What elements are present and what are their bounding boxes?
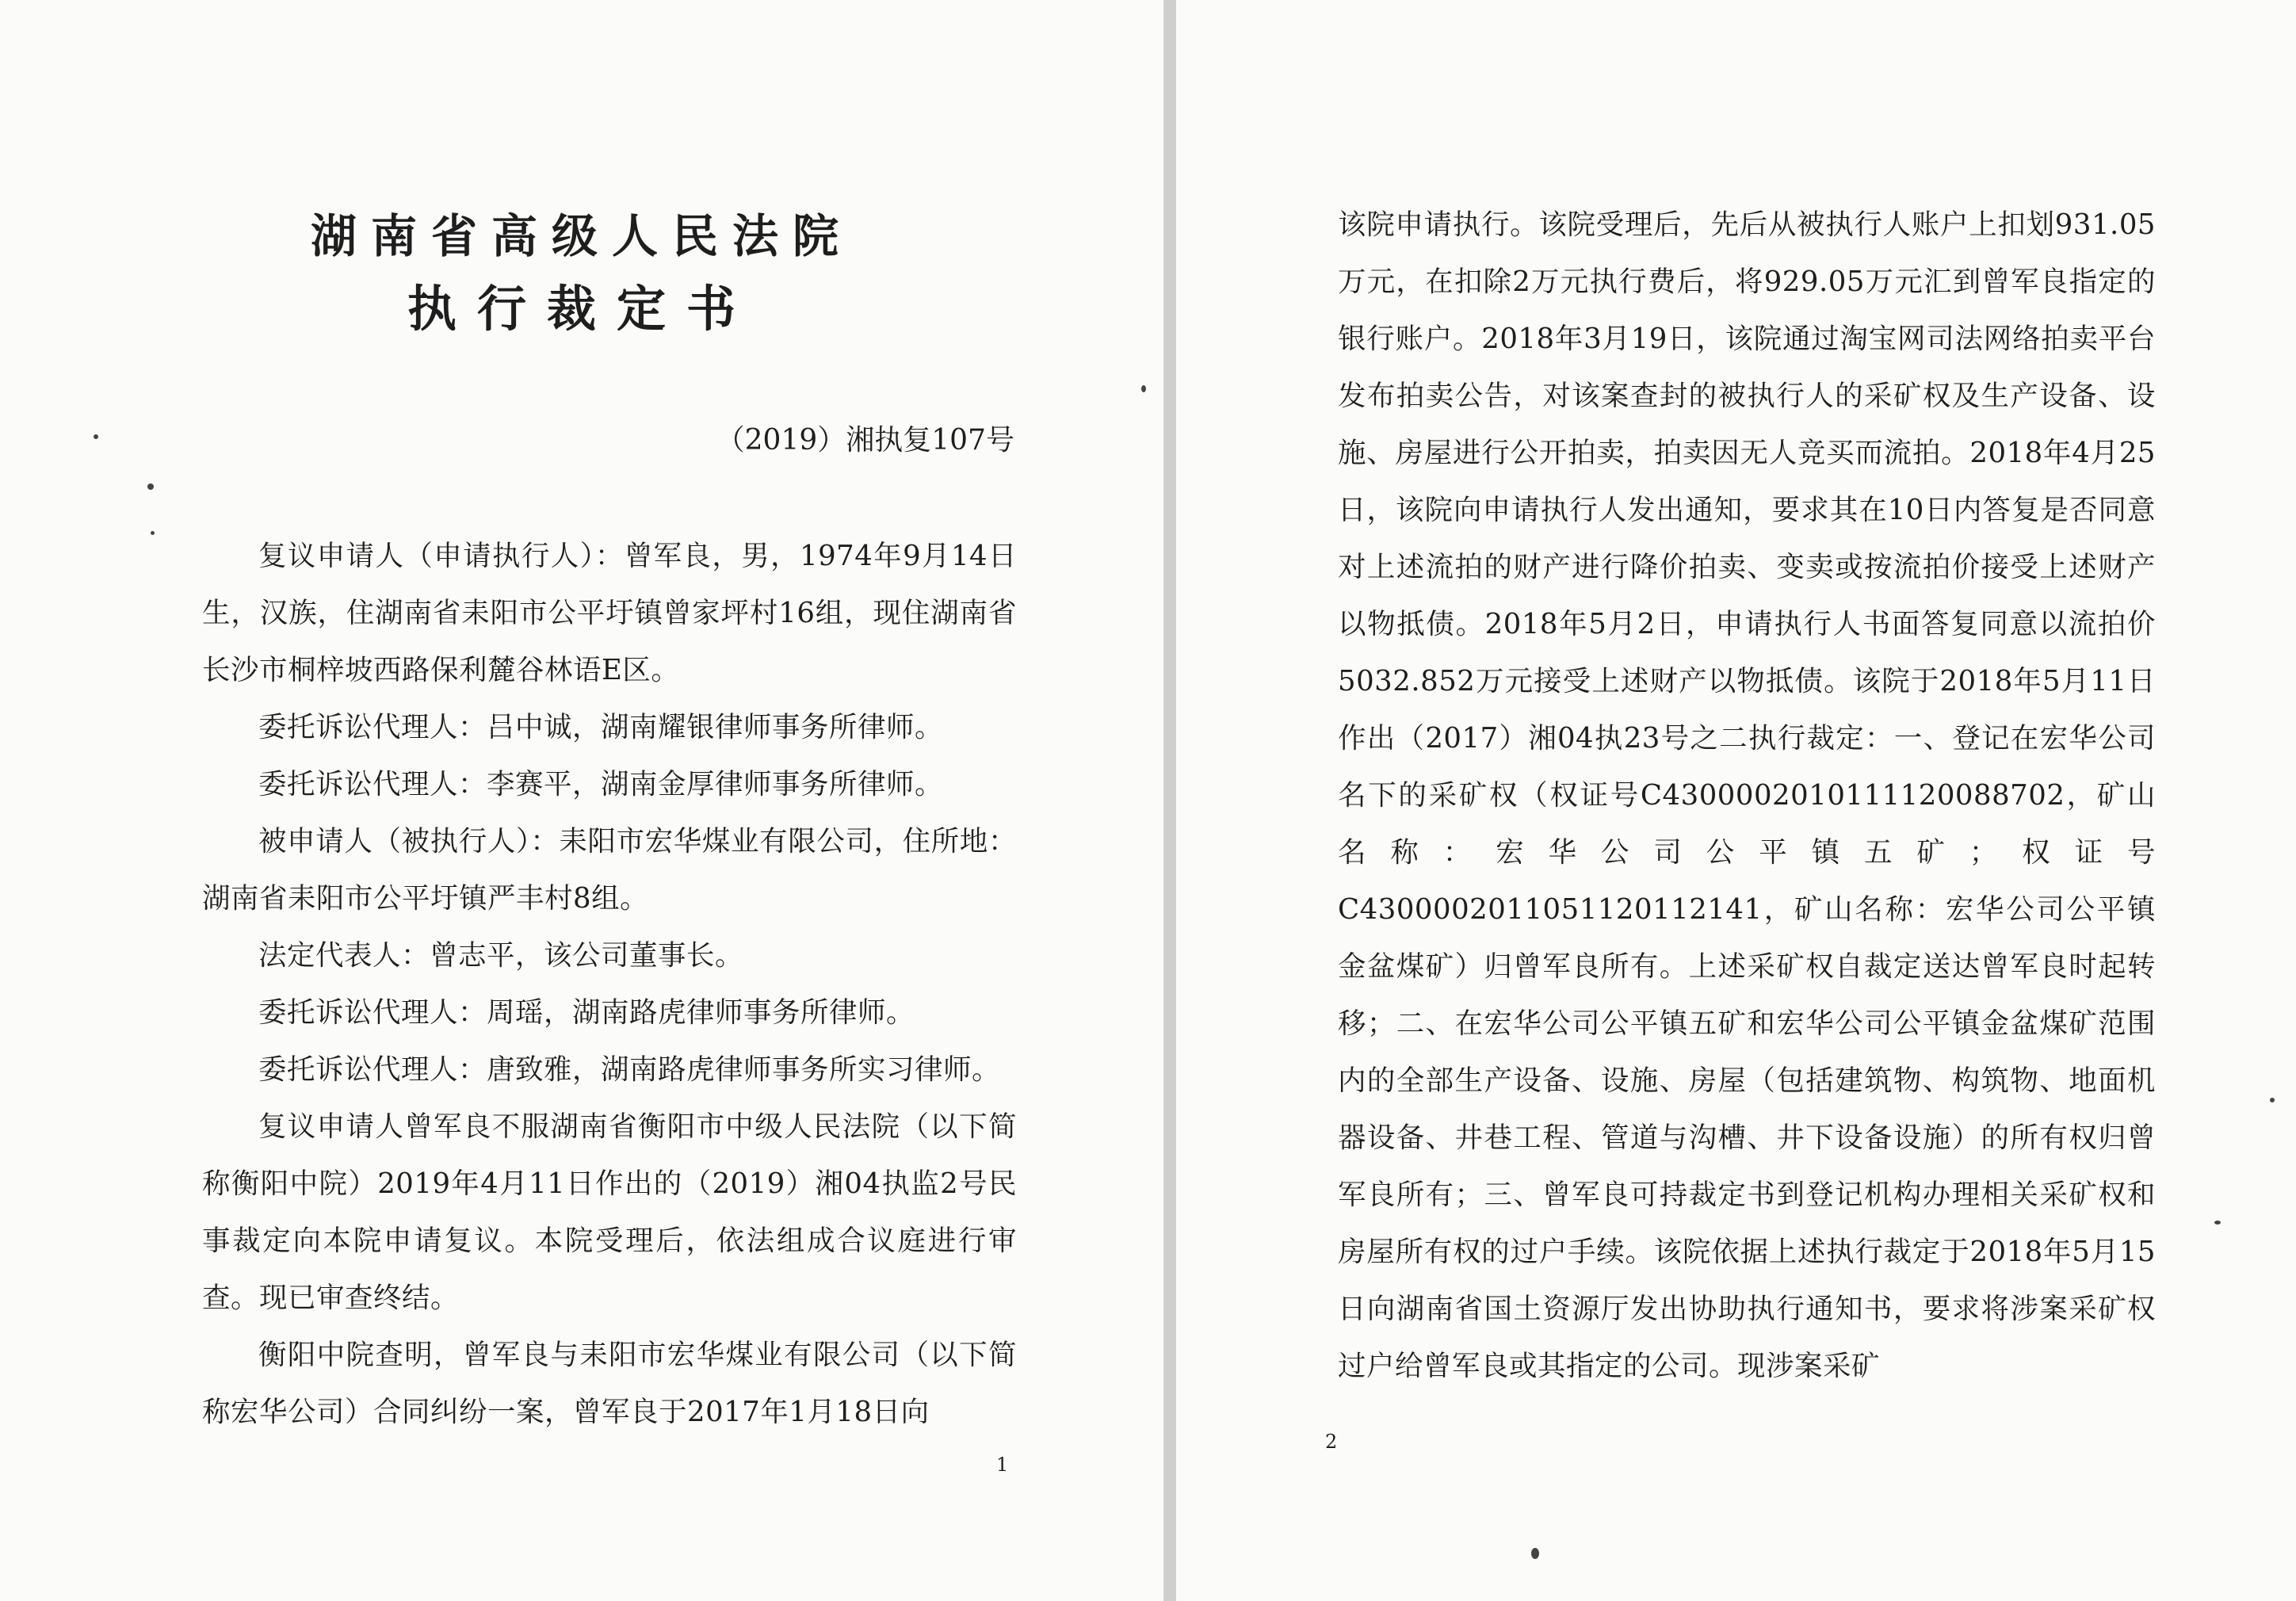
document-type-heading: 执行裁定书 <box>407 280 756 338</box>
paragraph-review-request: 复议申请人曾军良不服湖南省衡阳市中级人民法院（以下简称衡阳中院）2019年4月11日作出的（2019）湘04执监2号民事裁定向本院申请复议。本院受理后，依法组成合议庭进行审查。现已审查终结。 <box>202 1110 1017 1314</box>
scan-speck <box>151 531 155 535</box>
scan-speck <box>1141 385 1146 392</box>
paragraph-legal-representative: 法定代表人：曾志平，该公司董事长。 <box>258 939 744 972</box>
paragraph-agent-1: 委托诉讼代理人：吕中诚，湖南耀银律师事务所律师。 <box>258 711 944 743</box>
paragraph-facts-start: 衡阳中院查明，曾军良与耒阳市宏华煤业有限公司（以下简称宏华公司）合同纠纷一案，曾军良于2017年1月18日向 <box>202 1339 1017 1428</box>
paragraph-agent-3: 委托诉讼代理人：周瑶，湖南路虎律师事务所律师。 <box>258 996 915 1029</box>
left-body-text <box>202 528 1017 1441</box>
paragraph-applicant: 复议申请人（申请执行人）：曾军良，男，1974年9月14日生，汉族，住湖南省耒阳市公平圩镇曾家坪村16组，现住湖南省长沙市桐梓坡西路保利麓谷林语E区。 <box>202 540 1017 686</box>
scan-speck <box>1531 1548 1539 1559</box>
paragraph-agent-4: 委托诉讼代理人：唐致雅，湖南路虎律师事务所实习律师。 <box>258 1053 1001 1086</box>
paragraph-respondent: 被申请人（被执行人）：耒阳市宏华煤业有限公司，住所地：湖南省耒阳市公平圩镇严丰村8组。 <box>202 825 1017 915</box>
page-gutter <box>1163 0 1176 1601</box>
right-page <box>1176 0 2296 1601</box>
scan-speck <box>2270 1098 2275 1102</box>
scan-speck <box>94 434 98 439</box>
court-name-heading: 湖南省高级人民法院 <box>310 209 853 263</box>
paragraph-facts-continued: 该院申请执行。该院受理后，先后从被执行人账户上扣划931.05万元，在扣除2万元执行费后，将929.05万元汇到曾军良指定的银行账户。2018年3月19日，该院通过淘宝网司法网络拍卖平台发布拍卖公告，对该案查封的被执行人的采矿权及生产设备、设施、房屋进行公开拍卖，拍卖因无人竞买而流拍。2018年4月25日，该院向申请执行人发出通知，要求其在10日内答复是否同意对上述流拍的财产进行降价拍卖、变卖或按流拍价接受上述财产以物抵债。2018年5月2日，申请执行人书面答复同意以流拍价5032.852万元接受上述财产以物抵债。该院于2018年5月11日作出（2017）湘04执23号之二执行裁定：一、登记在宏华公司名下的采矿权（权证号C4300002010111120088702，矿山名称：宏华公司公平镇五矿；权证号C4300002011051120112141，矿山名称：宏华公司公平镇金盆煤矿）归曾军良所有。上述采矿权自裁定送达曾军良时起转移；二、在宏华公司公平镇五矿和宏华公司公平镇金盆煤矿范围内的全部生产设备、设施、房屋（包括建筑物、构筑物、地面机器设备、井巷工程、管道与沟槽、井下设备设施）的所有权归曾军良所有；三、曾军良可持裁定书到登记机构办理相关采矿权和房屋所有权的过户手续。该院依据上述执行裁定于2018年5月15日向湖南省国土资源厅发出协助执行通知书，要求将涉案采矿权过户给曾军良或其指定的公司。现涉案采矿 <box>1338 208 2156 1382</box>
scan-speck <box>147 483 154 490</box>
paragraph-agent-2: 委托诉讼代理人：李赛平，湖南金厚律师事务所律师。 <box>258 768 944 800</box>
page-number-right: 2 <box>1325 1431 1338 1453</box>
right-body-text <box>1338 197 2156 1395</box>
scan-speck <box>2214 1221 2221 1225</box>
page-number-left: 1 <box>996 1454 1009 1476</box>
case-number: （2019）湘执复107号 <box>716 424 1014 457</box>
